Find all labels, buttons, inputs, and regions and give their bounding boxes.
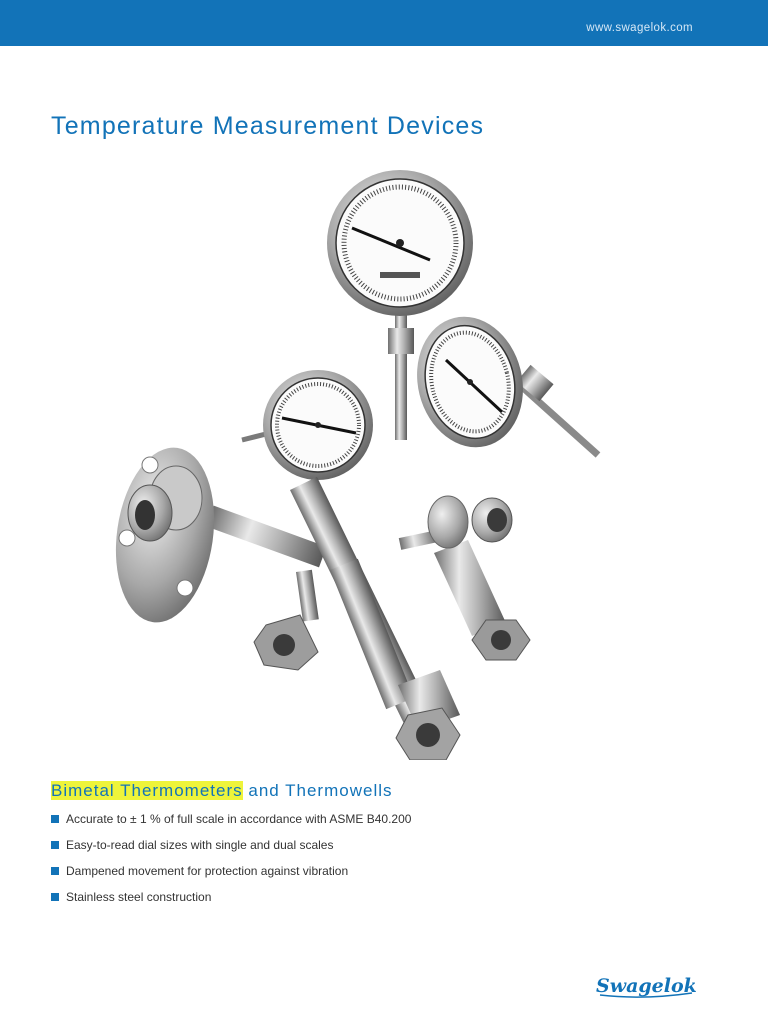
list-item: Dampened movement for protection against vibration [51, 864, 411, 890]
website-url[interactable]: www.swagelok.com [586, 22, 693, 34]
list-item: Easy-to-read dial sizes with single and dual scales [51, 838, 411, 864]
left-thermometer-gauge [263, 370, 373, 480]
swagelok-logo [594, 972, 698, 1000]
long-thermowell-front [330, 559, 460, 760]
page-title: Temperature Measurement Devices [51, 112, 485, 140]
section-heading [51, 781, 393, 801]
square-bullet-icon [51, 893, 59, 901]
list-item: Accurate to ± 1 % of full scale in accordance with ASME B40.200 [51, 812, 411, 838]
header-bar [0, 0, 768, 46]
list-item: Stainless steel construction [51, 890, 411, 916]
highlighted-heading-text: Bimetal Thermometers [51, 781, 243, 800]
square-bullet-icon [51, 867, 59, 875]
svg-text:Swagelok: Swagelok [596, 975, 697, 997]
square-bullet-icon [51, 841, 59, 849]
short-thermowell [254, 570, 319, 670]
small-threaded-thermowell [399, 496, 512, 550]
square-bullet-icon [51, 815, 59, 823]
feature-list [51, 812, 411, 916]
right-thermometer-gauge [404, 305, 537, 458]
heading-rest-text: and Thermowells [242, 781, 393, 800]
top-thermometer-gauge [327, 170, 473, 316]
product-photo [0, 160, 768, 760]
